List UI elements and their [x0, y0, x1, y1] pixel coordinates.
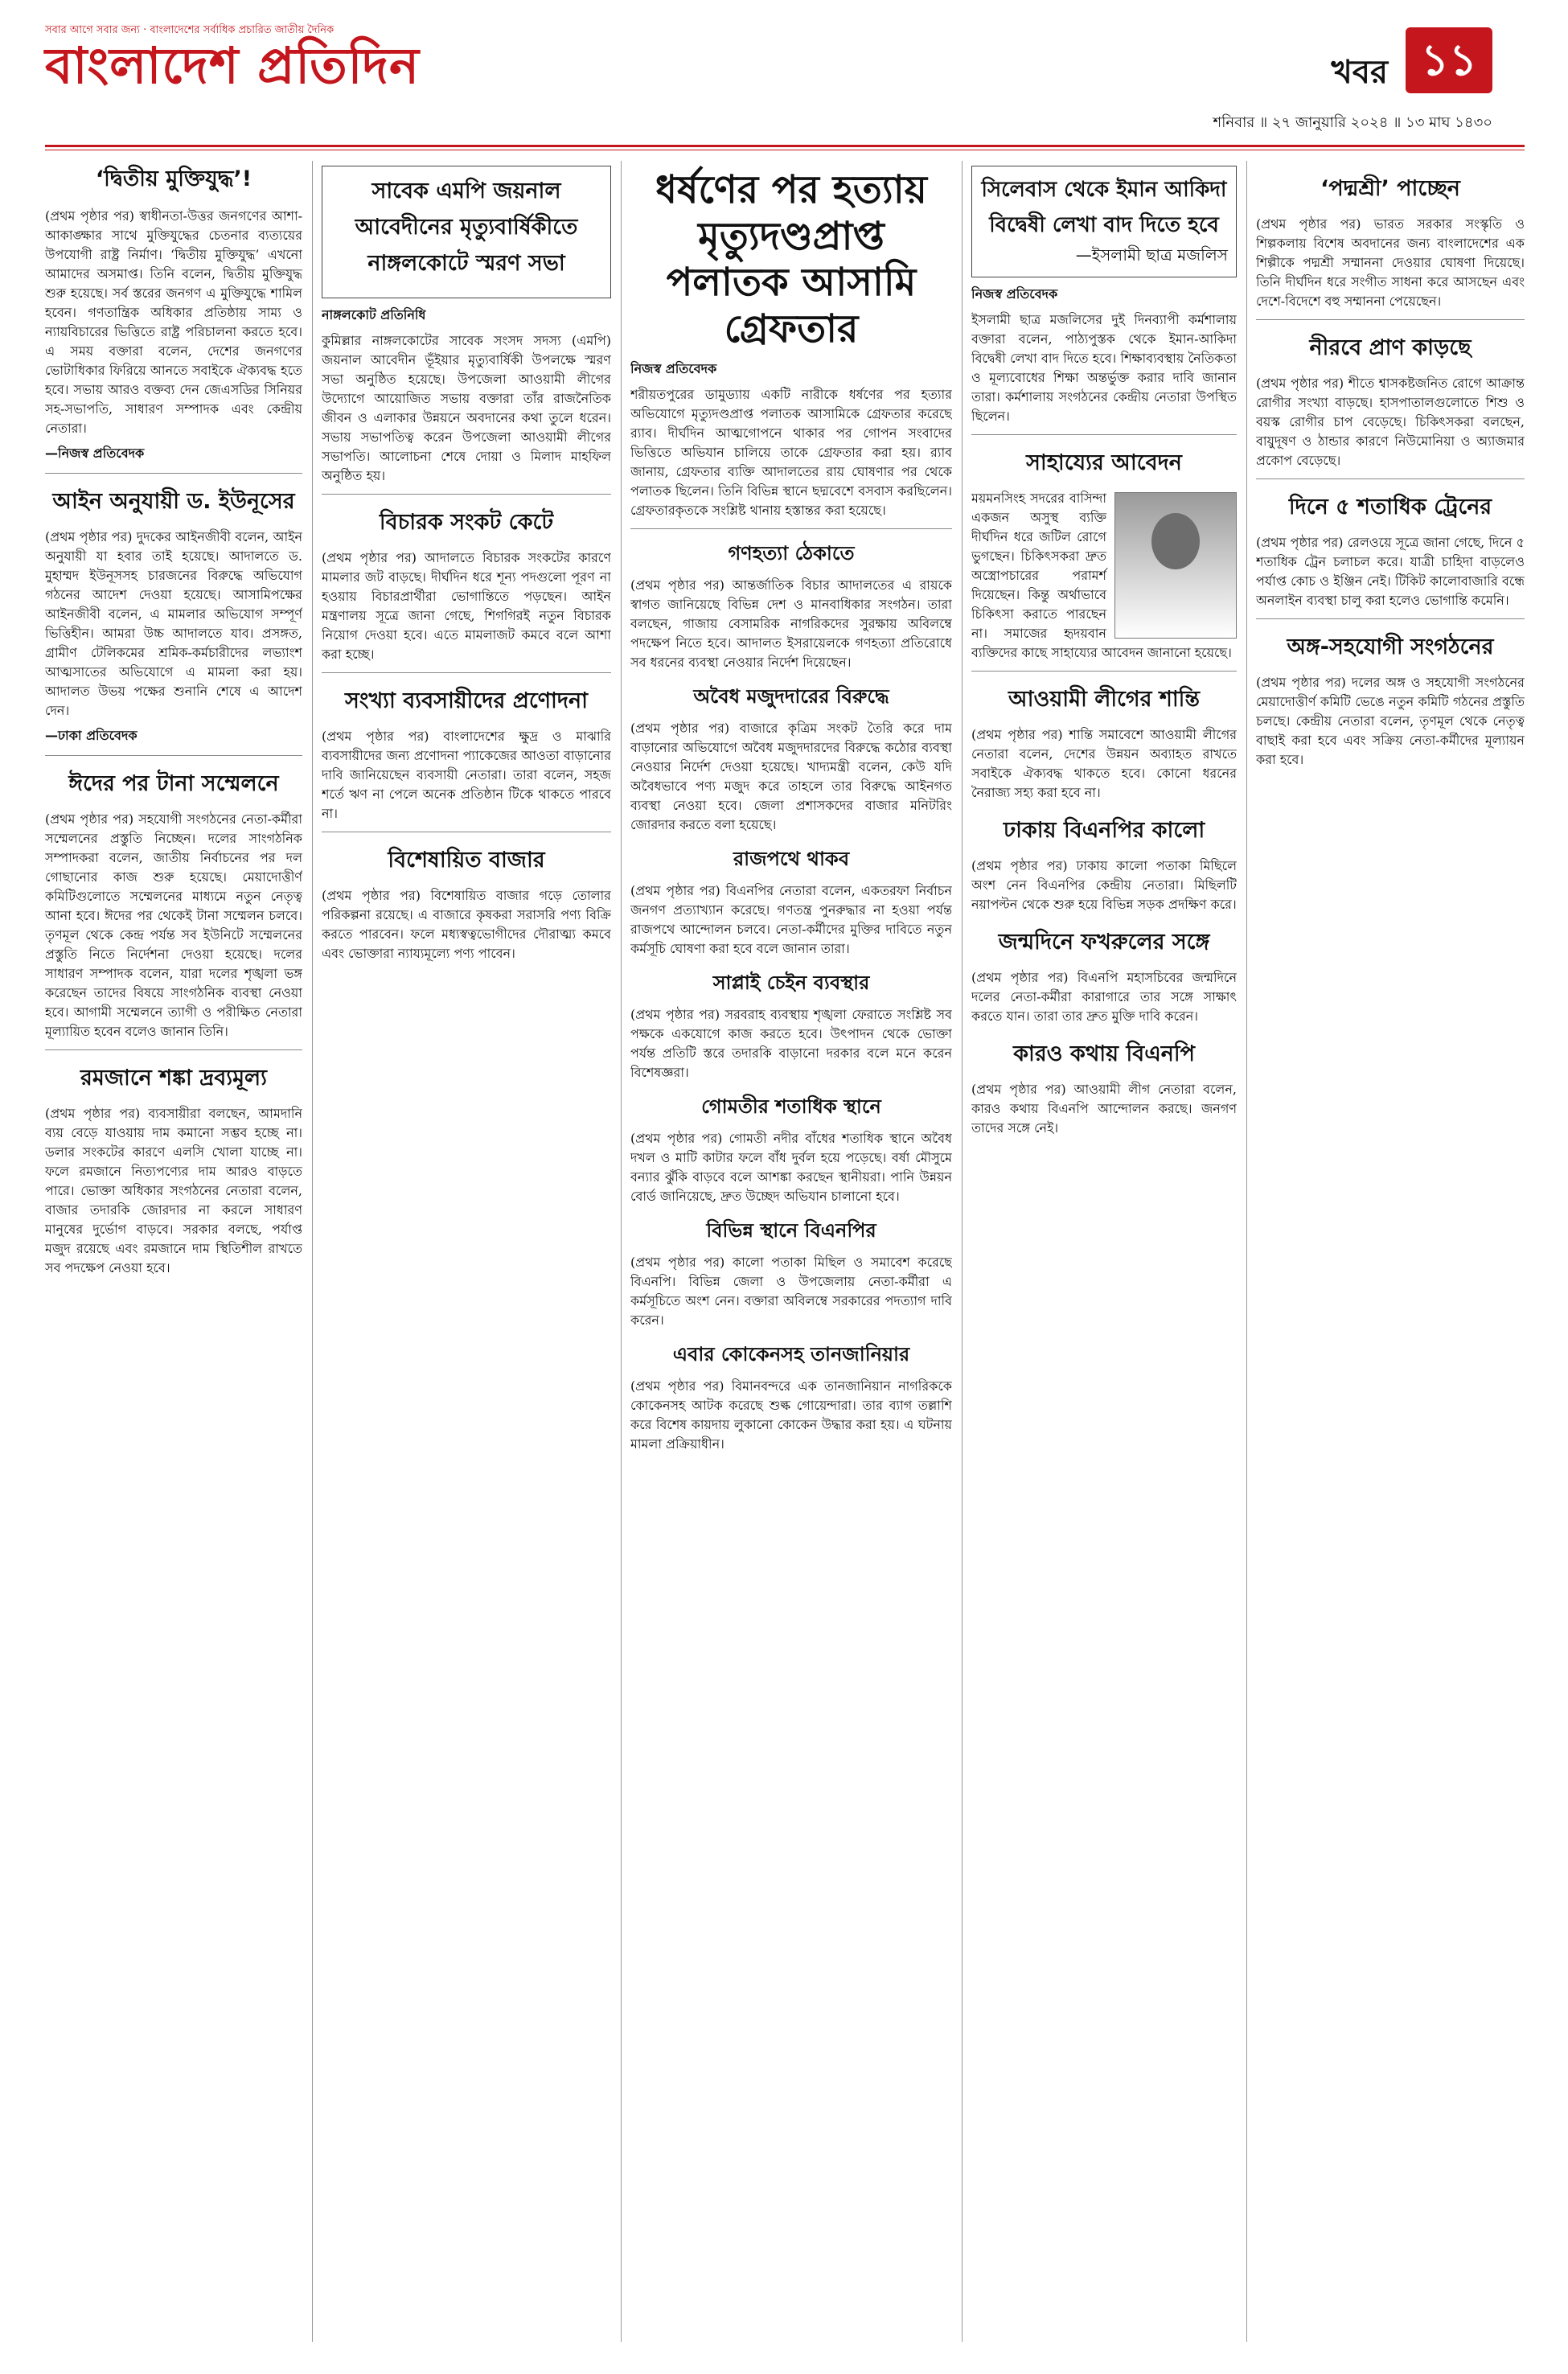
divider: [971, 671, 1237, 672]
divider: [45, 755, 302, 756]
column-5: [1256, 161, 1525, 2342]
divider: [322, 672, 611, 673]
story-box: [322, 166, 611, 298]
story-head: অঙ্গ-সহযোগী সংগঠনের: [1287, 635, 1494, 659]
story-body: (প্রথম পৃষ্ঠার পর) কালো পতাকা মিছিল ও সমাবেশ করেছে বিএনপি। বিভিন্ন জেলা ও উপজেলায় নেতা-কর্মীরা এ কর্মসূচিতে অংশ নেন। বক্তারা অবিলম্বে সরকারের পদত্যাগ দাবি করেন।: [630, 1255, 952, 1329]
story-head: ‘পদ্মশ্রী’ পাচ্ছেন: [1320, 176, 1460, 201]
story-body: (প্রথম পৃষ্ঠার পর) সহযোগী সংগঠনের নেতা-কর্মীরা সম্মেলনের প্রস্তুতি নিচ্ছেন। দলের সাংগঠনিক সম্পাদকরা বলেন, জাতীয় নির্বাচনের পর দল গোছানোর কাজ শুরু হয়েছে। মেয়াদোত্তীর্ণ কমিটিগুলোতে সম্মেলনের মাধ্যমে নতুন নেতৃত্ব আনা হবে। ঈদের পর থেকেই টানা সম্মেলন চলবে। তৃণমূল থেকে কেন্দ্র পর্যন্ত সব ইউনিটে সম্মেলনের প্রস্তুতি নিতে নির্দেশনা দেওয়া হয়েছে। দলের সাধারণ সম্পাদক বলেন, যারা দলের শৃঙ্খলা ভঙ্গ করেছেন তাদের বিষয়ে সাংগঠনিক ব্যবস্থা নেওয়া হবে। আগামী সম্মেলনে ত্যাগী ও পরীক্ষিত নেতারা মূল্যায়িত হবেন বলেও জানান তিনি।: [45, 811, 302, 1039]
story-byline: —নিজস্ব প্রতিবেদক: [45, 446, 145, 461]
story-head: আওয়ামী লীগের শান্তি: [1008, 687, 1200, 712]
story-head: সিলেবাস থেকে ইমান আকিদা বিদ্বেষী লেখা বাদ দিতে হবে: [981, 178, 1227, 237]
appeal-head: সাহায্যের আবেদন: [1026, 450, 1182, 475]
story-body: (প্রথম পৃষ্ঠার পর) শান্তি সমাবেশে আওয়ামী লীগের নেতারা বলেন, দেশের উন্নয়ন অব্যাহত রাখতে সবাইকে ঐক্যবদ্ধ থাকতে হবে। কোনো ধরনের নৈরাজ্য সহ্য করা হবে না।: [971, 727, 1237, 800]
newspaper-logo: বাংলাদেশ প্রতিদিন: [45, 36, 420, 95]
story-body: (প্রথম পৃষ্ঠার পর) আদালতে বিচারক সংকটের কারণে মামলার জট বাড়ছে। দীর্ঘদিন ধরে শূন্য পদগুলো পূরণ না হওয়ায় বিচারপ্রার্থীরা ভোগান্তিতে পড়ছেন। আইন মন্ত্রণালয় সূত্রে জানা গেছে, শিগগিরই নতুন বিচারক নিয়োগ দেওয়া হবে। এতে মামলাজট কমবে বলে আশা করা হচ্ছে।: [322, 550, 611, 662]
story-body: (প্রথম পৃষ্ঠার পর) বিএনপি মহাসচিবের জন্মদিনে দলের নেতা-কর্মীরা কারাগারে তার সঙ্গে সাক্ষাৎ করতে যান। তারা তার দ্রুত মুক্তি দাবি করেন।: [971, 970, 1237, 1024]
column-1: [45, 161, 302, 2342]
appeal-body: ময়মনসিংহ সদরের বাসিন্দা একজন অসুস্থ ব্যক্তি দীর্ঘদিন ধরে জটিল রোগে ভুগছেন। চিকিৎসকরা দ্রুত অস্ত্রোপচারের পরামর্শ দিয়েছেন। কিন্তু অর্থাভাবে চিকিৎসা করাতে পারছেন না। সমাজের হৃদয়বান ব্যক্তিদের কাছে সাহায্যের আবেদন জানানো হয়েছে।: [971, 491, 1232, 660]
lead-headline: ধর্ষণের পর হত্যায় মৃত্যুদণ্ডপ্রাপ্ত পলাতক আসামি গ্রেফতার: [655, 167, 927, 351]
divider: [630, 528, 952, 529]
story-head: ঈদের পর টানা সম্মেলনে: [68, 771, 279, 796]
story-body: ইসলামী ছাত্র মজলিসের দুই দিনব্যাপী কর্মশালায় বক্তারা বলেন, পাঠ্যপুস্তক থেকে ইমান-আকিদা বিদ্বেষী লেখা বাদ দিতে হবে। শিক্ষাব্যবস্থায় নৈতিকতা ও মূল্যবোধের শিক্ষা অন্তর্ভুক্ত করার দাবি জানান তারা। কর্মশালায় সংগঠনের কেন্দ্রীয় নেতারা উপস্থিত ছিলেন।: [971, 312, 1237, 424]
divider: [45, 473, 302, 474]
divider: [1256, 478, 1525, 479]
story-head: অবৈধ মজুদদারের বিরুদ্ধে: [693, 685, 889, 709]
column-rule: [312, 161, 313, 2342]
dateline: শনিবার ॥ ২৭ জানুয়ারি ২০২৪ ॥ ১৩ মাঘ ১৪৩০: [1213, 114, 1492, 131]
story-body: (প্রথম পৃষ্ঠার পর) বাজারে কৃত্রিম সংকট তৈরি করে দাম বাড়ানোর অভিযোগে অবৈধ মজুদদারদের বিরুদ্ধে কঠোর ব্যবস্থা নেওয়ার নির্দেশ দেওয়া হয়েছে। খাদ্যমন্ত্রী বলেন, কেউ যদি অবৈধভাবে পণ্য মজুদ করে তাহলে তার বিরুদ্ধে আইনগত ব্যবস্থা নেওয়া হবে। জেলা প্রশাসকদের বাজার মনিটরিং জোরদার করতে বলা হয়েছে।: [630, 721, 952, 833]
story-body: (প্রথম পৃষ্ঠার পর) বিমানবন্দরে এক তানজানিয়ান নাগরিককে কোকেনসহ আটক করেছে শুল্ক গোয়েন্দারা। তার ব্যাগ তল্লাশি করে বিশেষ কায়দায় লুকানো কোকেন উদ্ধার করা হয়। এ ঘটনায় মামলা প্রক্রিয়াধীন।: [630, 1378, 952, 1452]
header-rule: [45, 145, 1525, 147]
portrait-photo: [1114, 492, 1237, 639]
divider: [1256, 618, 1525, 619]
divider: [45, 1049, 302, 1050]
story-head: কারও কথায় বিএনপি: [1013, 1041, 1195, 1066]
column-2: [322, 161, 611, 2342]
story-body: (প্রথম পৃষ্ঠার পর) শীতে শ্বাসকষ্টজনিত রোগে আক্রান্ত রোগীর সংখ্যা বাড়ছে। হাসপাতালগুলোতে শিশু ও বয়স্ক রোগীর চাপ বেড়েছে। চিকিৎসকরা বলছেন, বায়ুদূষণ ও ঠান্ডার কারণে নিউমোনিয়া ও অ্যাজমার প্রকোপ বেড়েছে।: [1256, 376, 1525, 468]
story-body: (প্রথম পৃষ্ঠার পর) দলের অঙ্গ ও সহযোগী সংগঠনের মেয়াদোত্তীর্ণ কমিটি ভেঙে নতুন কমিটি গঠনের প্রস্তুতি চলছে। কেন্দ্রীয় নেতারা বলেন, তৃণমূল থেকে নেতৃত্ব বাছাই করা হবে এবং সক্রিয় নেতা-কর্মীদের মূল্যায়ন করা হবে।: [1256, 675, 1525, 767]
story-head: বিচারক সংকট কেটে: [379, 510, 554, 535]
story-head: সংখ্যা ব্যবসায়ীদের প্রণোদনা: [344, 688, 588, 713]
column-4: [971, 161, 1237, 2342]
story-head: রমজানে শঙ্কা দ্রব্যমূল্য: [80, 1066, 268, 1090]
story-body: কুমিল্লার নাঙ্গলকোটের সাবেক সংসদ সদস্য (এমপি) জয়নাল আবেদীন ভূঁইয়ার মৃত্যুবার্ষিকী উপলক্ষে স্মরণ সভা অনুষ্ঠিত হয়েছে। উপজেলা আওয়ামী লীগের উদ্যোগে আয়োজিত সভায় বক্তারা তাঁর রাজনৈতিক জীবন ও এলাকার উন্নয়নে অবদানের কথা তুলে ধরেন। সভায় সভাপতিত্ব করেন উপজেলা আওয়ামী লীগের সভাপতি। আলোচনা শেষে দোয়া ও মিলাদ মাহফিল অনুষ্ঠিত হয়।: [322, 333, 611, 483]
story-head: এবার কোকেনসহ তানজানিয়ার: [672, 1343, 910, 1366]
story-head: বিভিন্ন স্থানে বিএনপির: [706, 1219, 876, 1242]
lead-column: [630, 161, 952, 2342]
story-body: (প্রথম পৃষ্ঠার পর) স্বাধীনতা-উত্তর জনগণের আশা-আকাঙ্ক্ষার সাথে মুক্তিযুদ্ধের চেতনার ব্যত্যয়ের উপযোগী রাষ্ট্র নির্মাণ। ‘দ্বিতীয় মুক্তিযুদ্ধ’ এখনো আমাদের অসমাপ্ত। তিনি বলেন, দ্বিতীয় মুক্তিযুদ্ধ শুরু হয়েছে। সর্ব স্তরের জনগণ এ মুক্তিযুদ্ধে শামিল হবেন। গণতান্ত্রিক অধিকার প্রতিষ্ঠায় সাম্য ও ন্যায়বিচারের ভিত্তিতে রাষ্ট্র পরিচালনা করতে হবে। এ সময় বক্তারা বলেন, দেশের জনগণের ভোটাধিকার ফিরিয়ে আনতে সবাইকে ঐক্যবদ্ধ হতে হবে। সভায় আরও বক্তব্য দেন জেএসডির সিনিয়র সহ-সভাপতি, সাধারণ সম্পাদক এবং কেন্দ্রীয় নেতারা।: [45, 208, 302, 436]
story-box: [971, 166, 1237, 277]
story-body: (প্রথম পৃষ্ঠার পর) আন্তর্জাতিক বিচার আদালতের এ রায়কে স্বাগত জানিয়েছে বিভিন্ন দেশ ও মানবাধিকার সংগঠন। তারা বলছেন, গাজায় বেসামরিক নাগরিকদের সুরক্ষায় অবিলম্বে পদক্ষেপ নিতে হবে। আদালত ইসরায়েলকে গণহত্যা প্রতিরোধে সব ধরনের ব্যবস্থা নেওয়ার নির্দেশ দিয়েছেন।: [630, 577, 952, 671]
story-body: (প্রথম পৃষ্ঠার পর) বিশেষায়িত বাজার গড়ে তোলার পরিকল্পনা রয়েছে। এ বাজারে কৃষকরা সরাসরি পণ্য বিক্রি করতে পারবেন। ফলে মধ্যস্বত্বভোগীদের দৌরাত্ম্য কমবে এবং ভোক্তারা ন্যায্যমূল্যে পণ্য পাবেন।: [322, 888, 611, 961]
story-head: নীরবে প্রাণ কাড়ছে: [1309, 335, 1472, 360]
story-head: বিশেষায়িত বাজার: [388, 848, 545, 873]
story-head: সাপ্লাই চেইন ব্যবস্থার: [712, 971, 870, 995]
story-body: (প্রথম পৃষ্ঠার পর) দুদকের আইনজীবী বলেন, আইন অনুযায়ী যা হবার তাই হয়েছে। আদালতে ড. মুহাম্মদ ইউনূসসহ চারজনের বিরুদ্ধে অভিযোগ গঠনের আদেশ দেওয়া হয়েছে। আসামিপক্ষের আইনজীবী বলেন, এ মামলার অভিযোগ সম্পূর্ণ ভিত্তিহীন। আমরা উচ্চ আদালতে যাব। প্রসঙ্গত, গ্রামীণ টেলিকমের শ্রমিক-কর্মচারীদের লভ্যাংশ আত্মসাতের অভিযোগে এ মামলা করা হয়। আদালত উভয় পক্ষের শুনানি শেষে এ আদেশ দেন।: [45, 529, 302, 718]
story-head: জন্মদিনে ফখরুলের সঙ্গে: [998, 930, 1210, 955]
column-rule: [962, 161, 963, 2342]
divider: [1256, 319, 1525, 320]
story-head: গোমতীর শতাধিক স্থানে: [701, 1095, 881, 1119]
divider: [322, 494, 611, 495]
story-body: (প্রথম পৃষ্ঠার পর) বিএনপির নেতারা বলেন, একতরফা নির্বাচন জনগণ প্রত্যাখ্যান করেছে। গণতন্ত্র পুনরুদ্ধার না হওয়া পর্যন্ত রাজপথে আন্দোলন চলবে। নেতা-কর্মীদের মুক্তির দাবিতে নতুন কর্মসূচি ঘোষণা করা হবে বলে জানান তারা।: [630, 883, 952, 957]
masthead: [45, 23, 1525, 143]
story-body: (প্রথম পৃষ্ঠার পর) সরবরাহ ব্যবস্থায় শৃঙ্খলা ফেরাতে সংশ্লিষ্ট সব পক্ষকে একযোগে কাজ করতে হবে। উৎপাদন থেকে ভোক্তা পর্যন্ত প্রতিটি স্তরে তদারকি বাড়ানো দরকার বলে মনে করেন বিশেষজ্ঞরা।: [630, 1007, 952, 1081]
story-byline: —ঢাকা প্রতিবেদক: [45, 728, 138, 743]
story-body: (প্রথম পৃষ্ঠার পর) ঢাকায় কালো পতাকা মিছিলে অংশ নেন বিএনপির কেন্দ্রীয় নেতারা। মিছিলটি নয়াপল্টন থেকে শুরু হয়ে বিভিন্ন সড়ক প্রদক্ষিণ করে।: [971, 858, 1237, 912]
story-subhead: —ইসলামী ছাত্র মজলিস: [1075, 245, 1228, 265]
logo-block: [45, 23, 420, 95]
story-head: ‘দ্বিতীয় মুক্তিযুদ্ধ’!: [95, 166, 252, 191]
column-rule: [1246, 161, 1247, 2342]
story-head: গণহত্যা ঠেকাতে: [728, 542, 855, 565]
story-byline: নিজস্ব প্রতিবেদক: [630, 361, 717, 377]
story-body: (প্রথম পৃষ্ঠার পর) গোমতী নদীর বাঁধের শতাধিক স্থানে অবৈধ দখল ও মাটি কাটার ফলে বাঁধ দুর্বল হয়ে পড়েছে। বর্ষা মৌসুমে বন্যার ঝুঁকি বাড়বে বলে আশঙ্কা করছেন স্থানীয়রা। পানি উন্নয়ন বোর্ড জানিয়েছে, দ্রুত উচ্ছেদ অভিযান চালানো হবে।: [630, 1131, 952, 1205]
story-body: (প্রথম পৃষ্ঠার পর) ভারত সরকার সংস্কৃতি ও শিল্পকলায় বিশেষ অবদানের জন্য বাংলাদেশের এক শিল্পীকে পদ্মশ্রী সম্মাননা দেওয়ার ঘোষণা দিয়েছে। তিনি দীর্ঘদিন ধরে সংগীত সাধনা করে আসছেন এবং দেশে-বিদেশে বহু সম্মাননা পেয়েছেন।: [1256, 216, 1525, 309]
divider: [971, 434, 1237, 435]
story-head: ঢাকায় বিএনপির কালো: [1003, 818, 1205, 843]
story-head: দিনে ৫ শতাধিক ট্রেনের: [1288, 495, 1492, 520]
story-byline: নিজস্ব প্রতিবেদক: [971, 286, 1058, 302]
story-body: শরীয়তপুরের ডামুড্যায় একটি নারীকে ধর্ষণের পর হত্যার অভিযোগে মৃত্যুদণ্ডপ্রাপ্ত পলাতক আসামিকে গ্রেফতার করেছে র‌্যাব। দীর্ঘদিন আত্মগোপনে থাকার পর গোপন সংবাদের ভিত্তিতে অভিযান চালিয়ে তাকে গ্রেফতার করা হয়। র‌্যাব জানায়, গ্রেফতার ব্যক্তি আদালতের রায় ঘোষণার পর থেকে পলাতক ছিলেন। তিনি বিভিন্ন স্থানে ছদ্মবেশে বসবাস করছিলেন। গ্রেফতারকৃতকে সংশ্লিষ্ট থানায় হস্তান্তর করা হয়েছে।: [630, 387, 952, 519]
story-byline: নাঙ্গলকোট প্রতিনিধি: [322, 307, 426, 322]
story-body: (প্রথম পৃষ্ঠার পর) আওয়ামী লীগ নেতারা বলেন, কারও কথায় বিএনপি আন্দোলন করছে। জনগণ তাদের সঙ্গে নেই।: [971, 1082, 1237, 1136]
column-rule: [621, 161, 622, 2342]
logo-tagline: সবার আগে সবার জন্য · বাংলাদেশের সর্বাধিক প্রচারিত জাতীয় দৈনিক: [45, 24, 335, 36]
story-head: আইন অনুযায়ী ড. ইউনূসের: [52, 489, 295, 514]
story-head: সাবেক এমপি জয়নাল আবেদীনের মৃত্যুবার্ষিকীতে নাঙ্গলকোটে স্মরণ সভা: [355, 179, 578, 276]
story-body: (প্রথম পৃষ্ঠার পর) রেলওয়ে সূত্রে জানা গেছে, দিনে ৫ শতাধিক ট্রেন চলাচল করে। যাত্রী চাহিদা বাড়লেও পর্যাপ্ত কোচ ও ইঞ্জিন নেই। টিকিট কালোবাজারি বন্ধে অনলাইন ব্যবস্থা চালু করা হলেও ভোগান্তি কমেনি।: [1256, 535, 1525, 608]
section-label: খবর: [1331, 54, 1388, 91]
story-head: রাজপথে থাকব: [733, 848, 850, 871]
story-body: (প্রথম পৃষ্ঠার পর) বাংলাদেশের ক্ষুদ্র ও মাঝারি ব্যবসায়ীদের জন্য প্রণোদনা প্যাকেজের আওতা বাড়ানোর দাবি জানিয়েছেন ব্যবসায়ী নেতারা। তারা বলেন, সহজ শর্তে ঋণ না পেলে অনেক প্রতিষ্ঠান টিকে থাকতে পারবে না।: [322, 729, 611, 821]
story-body: (প্রথম পৃষ্ঠার পর) ব্যবসায়ীরা বলছেন, আমদানি ব্যয় বেড়ে যাওয়ায় দাম কমানো সম্ভব হচ্ছে না। ডলার সংকটের কারণে এলসি খোলা যাচ্ছে না। ফলে রমজানে নিত্যপণ্যের দাম আরও বাড়তে পারে। ভোক্তা অধিকার সংগঠনের নেতারা বলেন, বাজার তদারকি জোরদার না করলে সাধারণ মানুষের দুর্ভোগ বাড়বে। সরকার বলছে, পর্যাপ্ত মজুদ রয়েছে এবং রমজানে দাম স্থিতিশীল রাখতে সব পদক্ষেপ নেওয়া হবে।: [45, 1106, 302, 1275]
page-number-badge: ১১: [1406, 27, 1492, 93]
